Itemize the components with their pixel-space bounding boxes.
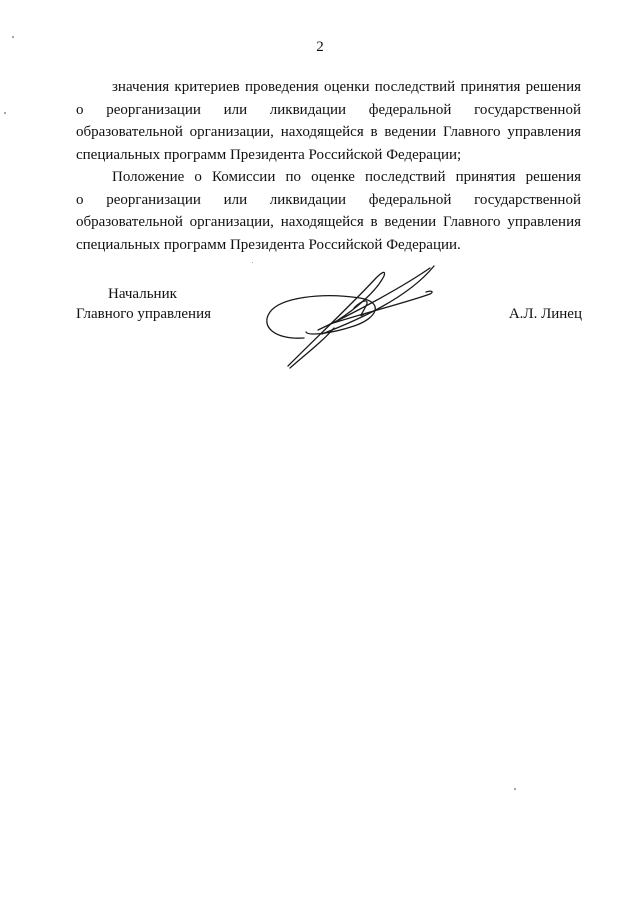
paragraph xyxy=(76,166,581,256)
position-line: Начальник xyxy=(108,286,177,302)
text-line: специальных программ Президента Российской Федерации. xyxy=(76,236,461,253)
scan-speck xyxy=(514,788,516,790)
signatory-position xyxy=(76,284,211,324)
scan-speck xyxy=(12,36,14,38)
text-line: специальных программ Президента Российской Федерации; xyxy=(76,146,462,163)
scan-speck xyxy=(4,112,6,114)
text-line: значения критериев проведения оценки последствий принятия решения xyxy=(112,79,581,95)
text-line: образовательной организации, находящейся в ведении Главного управления xyxy=(76,214,581,230)
signatory-name: А.Л. Линец xyxy=(508,306,582,322)
text-line: о реорганизации или ликвидации федеральной государственной xyxy=(76,191,581,208)
text-line: образовательной организации, находящейся в ведении Главного управления xyxy=(76,124,581,140)
text-line: о реорганизации или ликвидации федеральной государственной xyxy=(76,101,581,118)
text-line: Положение о Комиссии по оценке последствий принятия решения xyxy=(112,169,581,185)
scan-speck xyxy=(252,262,253,263)
position-line: Главного управления xyxy=(76,306,211,322)
handwritten-signature xyxy=(258,262,440,374)
document-body xyxy=(76,76,581,256)
page-number: 2 xyxy=(316,39,324,55)
paragraph xyxy=(76,76,581,166)
